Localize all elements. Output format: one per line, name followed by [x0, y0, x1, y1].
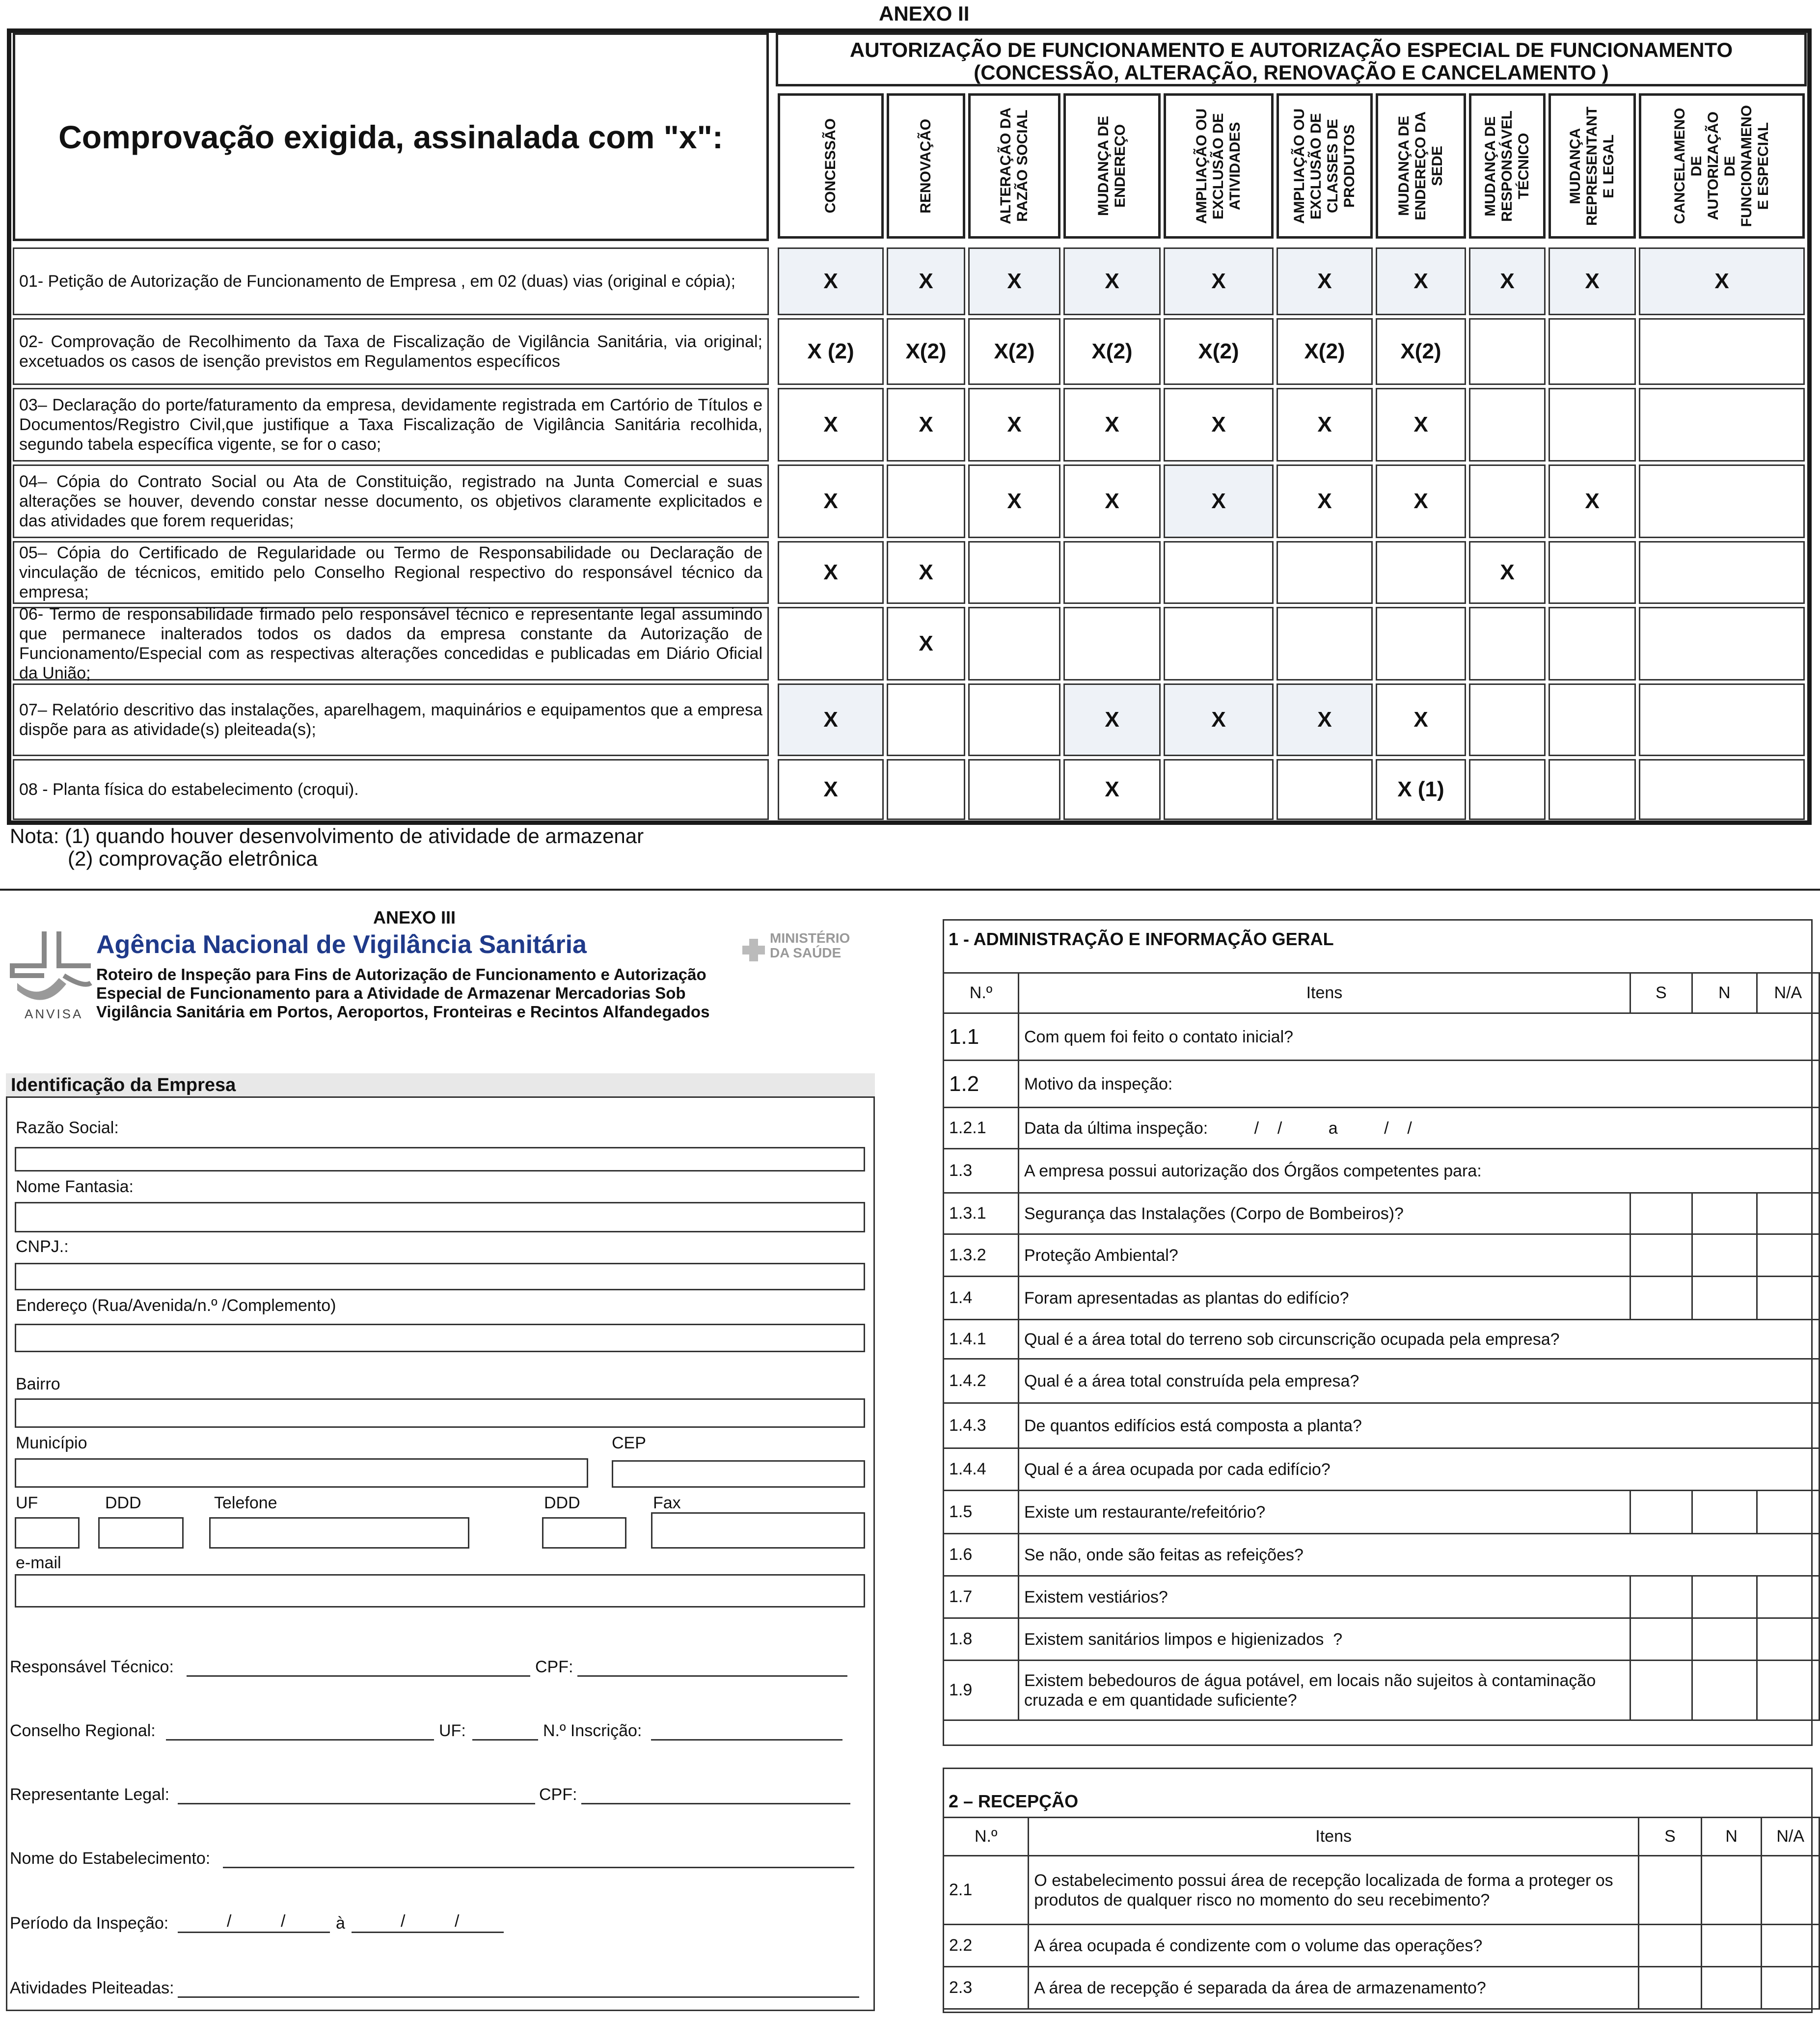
anexo2-row-7-col-10[interactable]	[1639, 683, 1805, 756]
anexo2-column-label-7: MUDANÇA DE ENDEREÇO DA SEDE	[1396, 111, 1445, 220]
sec1-header-itens: Itens	[1018, 973, 1630, 1013]
anexo2-row-7-col-9[interactable]	[1548, 683, 1636, 756]
identificacao-header: Identificação da Empresa	[6, 1073, 875, 1098]
estabelecimento-label: Nome do Estabelecimento:	[10, 1849, 211, 1868]
uf-label: UF	[16, 1494, 38, 1512]
anexo2-row-6-col-8[interactable]	[1469, 607, 1546, 681]
anexo2-row-2-col-6[interactable]: X(2)	[1277, 318, 1373, 385]
anexo2-column-4	[1063, 93, 1161, 239]
rep-legal-label: Representante Legal:	[10, 1785, 170, 1804]
sec1-row-number: 1.7	[944, 1576, 1019, 1618]
periodo-fim-line[interactable]: / /	[352, 1912, 504, 1933]
nome-fantasia-field[interactable]	[15, 1202, 865, 1232]
sec1-checkbox-s[interactable]	[1630, 1277, 1692, 1320]
table-row	[944, 1108, 1820, 1149]
anexo2-column-7	[1376, 93, 1466, 239]
sec1-checkbox-n[interactable]	[1692, 1576, 1757, 1618]
email-field[interactable]	[15, 1574, 865, 1608]
sec1-row-number: 1.6	[944, 1534, 1019, 1576]
sec1-row-number: 1.4	[944, 1277, 1019, 1320]
ministerio-cross-icon	[740, 937, 767, 963]
anexo2-row-4-col-7[interactable]: X	[1376, 464, 1466, 538]
anexo2-row-1-col-4[interactable]: X	[1063, 247, 1161, 315]
sec1-row-text: Se não, onde são feitas as refeições?	[1018, 1534, 1819, 1576]
resp-tecnico-line[interactable]	[187, 1656, 530, 1677]
anexo2-row-7-col-1[interactable]: X	[778, 683, 884, 756]
atividades-line[interactable]	[178, 1977, 859, 1998]
sec2-row-number: 2.2	[944, 1925, 1029, 1967]
sec2-header-itens: Itens	[1029, 1818, 1639, 1856]
anexo2-row-5-col-8[interactable]: X	[1469, 541, 1546, 604]
anexo2-row-8-col-5[interactable]	[1164, 759, 1274, 820]
sec2-row-text: A área de recepção é separada da área de armazenamento?	[1029, 1967, 1639, 2009]
sec1-checkbox-s[interactable]	[1630, 1234, 1692, 1277]
sec1-row-number: 1.9	[944, 1661, 1019, 1720]
section-divider	[0, 889, 1820, 891]
cpf-label-2: CPF:	[539, 1785, 577, 1804]
sec2-checkbox-na[interactable]	[1762, 1967, 1820, 2009]
anexo2-nota	[10, 825, 644, 870]
ddd-label-1: DDD	[105, 1494, 141, 1512]
sec1-checkbox-n[interactable]	[1692, 1277, 1757, 1320]
roteiro-line3: Vigilância Sanitária em Portos, Aeroportos, Fronteiras e Recintos Alfandegados	[96, 1003, 710, 1021]
anexo2-row-7-col-6[interactable]: X	[1277, 683, 1373, 756]
sec2-header-n: N	[1702, 1818, 1762, 1856]
sec2-checkbox-s[interactable]	[1639, 1925, 1702, 1967]
table-row	[944, 1576, 1820, 1618]
anexo2-row-8-col-4[interactable]: X	[1063, 759, 1161, 820]
resp-tecnico-label: Responsável Técnico:	[10, 1658, 174, 1676]
sec1-row-text: Qual é a área ocupada por cada edifício?	[1018, 1448, 1819, 1491]
sec2-title: 2 – RECEPÇÃO	[949, 1791, 1079, 1811]
sec1-checkbox-s[interactable]	[1630, 1193, 1692, 1234]
anexo3-title: ANEXO III	[373, 907, 456, 927]
anexo2-row-2-col-9[interactable]	[1548, 318, 1636, 385]
cpf-label-1: CPF:	[535, 1658, 573, 1676]
anexo2-column-label-9: MUDANÇA REPRESENTANT E LEGAL	[1567, 106, 1617, 226]
anexo2-headline-line1: AUTORIZAÇÃO DE FUNCIONAMENTO E AUTORIZAÇÃO ESPECIAL DE FUNCIONAMENTO	[849, 38, 1733, 61]
anexo2-row-8-text: 08 - Planta física do estabelecimento (croqui).	[13, 759, 769, 820]
sec2-header-na: N/A	[1762, 1818, 1820, 1856]
table-row	[944, 1618, 1820, 1661]
municipio-field[interactable]	[15, 1458, 588, 1488]
anexo2-row-4-col-2[interactable]	[887, 464, 965, 538]
anexo2-row-5-col-3[interactable]	[968, 541, 1060, 604]
anexo2-row-4-col-4[interactable]: X	[1063, 464, 1161, 538]
razao-social-label: Razão Social:	[16, 1118, 119, 1137]
sec1-title: 1 - ADMINISTRAÇÃO E INFORMAÇÃO GERAL	[949, 929, 1334, 949]
anexo2-row-8-col-2[interactable]	[887, 759, 965, 820]
sec1-row-text: Motivo da inspeção:	[1018, 1061, 1819, 1108]
telefone-label: Telefone	[214, 1494, 277, 1512]
anexo2-row-7-col-5[interactable]: X	[1164, 683, 1274, 756]
anexo2-row-4-col-8[interactable]	[1469, 464, 1546, 538]
anexo2-row-5-col-9[interactable]	[1548, 541, 1636, 604]
table-row	[944, 1193, 1820, 1234]
anexo2-column-1	[778, 93, 884, 239]
table-row	[944, 1359, 1820, 1403]
sec1-checkbox-na[interactable]	[1757, 1277, 1819, 1320]
sec1-checkbox-s[interactable]	[1630, 1576, 1692, 1618]
anexo2-row-4-col-6[interactable]: X	[1277, 464, 1373, 538]
sec2-checkbox-na[interactable]	[1762, 1856, 1820, 1925]
sec1-row-text: Existem vestiários?	[1018, 1576, 1630, 1618]
anexo2-row-5-col-10[interactable]	[1639, 541, 1805, 604]
sec1-checkbox-na[interactable]	[1757, 1234, 1819, 1277]
ddd-field-1[interactable]	[98, 1517, 184, 1549]
bairro-field[interactable]	[15, 1398, 865, 1428]
anexo2-row-4-col-10[interactable]	[1639, 464, 1805, 538]
sec1-checkbox-na[interactable]	[1757, 1576, 1819, 1618]
sec1-row-number: 1.4.2	[944, 1359, 1019, 1403]
anexo2-row-5-col-4[interactable]	[1063, 541, 1161, 604]
sec1-row-text: Qual é a área total do terreno sob circunscrição ocupada pela empresa?	[1018, 1320, 1819, 1359]
anexo2-row-4-col-1[interactable]: X	[778, 464, 884, 538]
anexo2-column-label-1: CONCESSÃO	[822, 118, 839, 214]
anexo2-row-2-col-1[interactable]: X (2)	[778, 318, 884, 385]
table-row	[944, 1661, 1820, 1720]
email-label: e-mail	[16, 1554, 61, 1572]
anexo2-row-6-col-7[interactable]	[1376, 607, 1466, 681]
sec2-checkbox-n[interactable]	[1702, 1967, 1762, 2009]
anexo2-row-4-text: 04– Cópia do Contrato Social ou Ata de Constituição, registrado na Junta Comercial e suas alterações se houver, devendo constar nesse documento, os objetivos claramente explicitados e das atividades que forem requeridas;	[13, 464, 769, 538]
anexo2-row-5-col-2[interactable]: X	[887, 541, 965, 604]
anexo2-column-label-2: RENOVAÇÃO	[918, 118, 934, 214]
cpf-line-1[interactable]	[577, 1656, 847, 1677]
anexo2-headline-line2: (CONCESSÃO, ALTERAÇÃO, RENOVAÇÃO E CANCELAMENTO )	[974, 61, 1609, 84]
telefone-field[interactable]	[209, 1517, 469, 1549]
sec1-row-number: 1.4.1	[944, 1320, 1019, 1359]
sec1-row-text: De quantos edifícios está composta a planta?	[1018, 1403, 1819, 1448]
table-row	[944, 1967, 1820, 2009]
sec1-row-number: 1.8	[944, 1618, 1019, 1661]
anexo2-row-3-col-2[interactable]: X	[887, 388, 965, 462]
anexo2-row-3-col-1[interactable]: X	[778, 388, 884, 462]
sec1-row-number: 1.4.3	[944, 1403, 1019, 1448]
anexo2-row-4-col-9[interactable]: X	[1548, 464, 1636, 538]
sec1-header-na: N/A	[1757, 973, 1819, 1013]
anexo2-row-7-col-3[interactable]	[968, 683, 1060, 756]
sec1-row-number: 1.2.1	[944, 1108, 1019, 1149]
sec1-checkbox-n[interactable]	[1692, 1618, 1757, 1661]
anexo2-row-6-col-3[interactable]	[968, 607, 1060, 681]
anexo2-row-8-col-3[interactable]	[968, 759, 1060, 820]
periodo-inicio-line[interactable]: / /	[178, 1912, 330, 1933]
sec1-checkbox-n[interactable]	[1692, 1661, 1757, 1720]
bairro-label: Bairro	[16, 1375, 60, 1393]
uf-line[interactable]	[472, 1719, 538, 1741]
sec1-row-text: Segurança das Instalações (Corpo de Bombeiros)?	[1018, 1193, 1630, 1234]
anexo2-row-8-col-7[interactable]: X (1)	[1376, 759, 1466, 820]
nota-line1: Nota: (1) quando houver desenvolvimento de atividade de armazenar	[10, 824, 644, 847]
table-row	[944, 1403, 1820, 1448]
anexo2-row-3-col-10[interactable]	[1639, 388, 1805, 462]
table-row	[944, 1234, 1820, 1277]
anexo2-row-7-col-7[interactable]: X	[1376, 683, 1466, 756]
anexo2-headline	[776, 32, 1807, 86]
anexo2-row-2-col-4[interactable]: X(2)	[1063, 318, 1161, 385]
anexo2-column-label-10: CANCELAMENO DE AUTORIZAÇÃO DE FUNCIONAMENO E ESPECIAL	[1672, 105, 1771, 227]
sec1-checkbox-n[interactable]	[1692, 1193, 1757, 1234]
fax-field[interactable]	[651, 1512, 865, 1549]
sec2-checkbox-na[interactable]	[1762, 1925, 1820, 1967]
ddd-label-2: DDD	[544, 1494, 580, 1512]
anexo2-row-3-col-5[interactable]: X	[1164, 388, 1274, 462]
anexo2-row-1-col-10[interactable]: X	[1639, 247, 1805, 315]
anvisa-logo-icon	[10, 929, 93, 1022]
anexo2-column-3	[968, 93, 1060, 239]
anexo2-column-8	[1469, 93, 1546, 239]
anexo2-title: ANEXO II	[879, 2, 970, 25]
sec1-row-text: Com quem foi feito o contato inicial?	[1018, 1013, 1819, 1061]
ddd-field-2[interactable]	[542, 1517, 626, 1549]
anexo2-row-8-col-10[interactable]	[1639, 759, 1805, 820]
anexo2-column-5	[1164, 93, 1274, 239]
anexo2-row-4-col-3[interactable]: X	[968, 464, 1060, 538]
nota-line2: (2) comprovação eletrônica	[68, 847, 318, 870]
sec1-row-text: Existem bebedouros de água potável, em locais não sujeitos à contaminação cruzada e em quantidade suficiente?	[1018, 1661, 1630, 1720]
anexo2-row-2-col-5[interactable]: X(2)	[1164, 318, 1274, 385]
anexo2-row-3-col-9[interactable]	[1548, 388, 1636, 462]
table-row	[944, 1856, 1820, 1925]
municipio-label: Município	[16, 1434, 87, 1452]
anexo2-row-7-col-4[interactable]: X	[1063, 683, 1161, 756]
anexo2-row-2-col-8[interactable]	[1469, 318, 1546, 385]
sec1-checkbox-s[interactable]	[1630, 1661, 1692, 1720]
conselho-line[interactable]	[166, 1719, 434, 1741]
uf-field[interactable]	[15, 1517, 80, 1549]
sec1-checkbox-n[interactable]	[1692, 1234, 1757, 1277]
anexo2-row-1-col-9[interactable]: X	[1548, 247, 1636, 315]
anexo2-row-3-text: 03– Declaração do porte/faturamento da empresa, devidamente registrada em Cartório de Títulos e Documentos/Registro Civil,que justifique a Taxa Fiscalização de Vigilância Sanitária recolhida, segundo tabela específica vigente, se for o caso;	[13, 388, 769, 462]
ministerio-line1: MINISTÉRIO	[770, 930, 850, 946]
anexo2-column-label-8: MUDANÇA DE RESPONSÁVEL TÉCNICO	[1482, 110, 1532, 222]
sec1-header-s: S	[1630, 973, 1692, 1013]
uf-label-2: UF:	[439, 1721, 466, 1740]
sec2-header-no: N.º	[944, 1818, 1029, 1856]
roteiro-line2: Especial de Funcionamento para a Atividade de Armazenar Mercadorias Sob	[96, 984, 686, 1002]
endereco-label: Endereço (Rua/Avenida/n.º /Complemento)	[16, 1296, 336, 1315]
rep-legal-line[interactable]	[178, 1783, 535, 1804]
periodo-label: Período da Inspeção:	[10, 1914, 169, 1933]
sec1-checkbox-na[interactable]	[1757, 1193, 1819, 1234]
sec2-checkbox-s[interactable]	[1639, 1856, 1702, 1925]
sec1-grid	[943, 972, 1820, 1721]
anexo2-row-1-text: 01- Petição de Autorização de Funcionamento de Empresa , em 02 (duas) vias (original e cópia);	[13, 247, 769, 315]
roteiro-text	[96, 965, 709, 1021]
table-row	[944, 1320, 1820, 1359]
ministerio-logo	[770, 931, 850, 960]
sec1-row-number: 1.5	[944, 1491, 1019, 1534]
roteiro-line1: Roteiro de Inspeção para Fins de Autorização de Funcionamento e Autorização	[96, 965, 706, 983]
anexo2-row-3-col-6[interactable]: X	[1277, 388, 1373, 462]
anexo2-row-1-col-6[interactable]: X	[1277, 247, 1373, 315]
sec1-header-n: N	[1692, 973, 1757, 1013]
sec2-row-text: A área ocupada é condizente com o volume das operações?	[1029, 1925, 1639, 1967]
anexo2-row-2-col-7[interactable]: X(2)	[1376, 318, 1466, 385]
anexo2-row-8-col-8[interactable]	[1469, 759, 1546, 820]
anexo2-row-6-col-5[interactable]	[1164, 607, 1274, 681]
atividades-label: Atividades Pleiteadas:	[10, 1979, 174, 1997]
table-row	[944, 1061, 1820, 1108]
sec2-row-number: 2.3	[944, 1967, 1029, 2009]
estabelecimento-line[interactable]	[223, 1847, 854, 1868]
anexo2-row-1-col-3[interactable]: X	[968, 247, 1060, 315]
anexo2-row-7-col-2[interactable]	[887, 683, 965, 756]
sec1-header-no: N.º	[944, 973, 1019, 1013]
anexo2-column-9	[1548, 93, 1636, 239]
cep-label: CEP	[612, 1434, 646, 1452]
anexo2-row-3-col-8[interactable]	[1469, 388, 1546, 462]
table-row	[944, 1149, 1820, 1193]
anexo2-column-label-4: MUDANÇA DE ENDEREÇO	[1095, 116, 1128, 216]
sec1-row-number: 1.4.4	[944, 1448, 1019, 1491]
anexo2-row-1-col-1[interactable]: X	[778, 247, 884, 315]
sec1-row-number: 1.3.2	[944, 1234, 1019, 1277]
anexo2-row-1-col-8[interactable]: X	[1469, 247, 1546, 315]
anvisa-wordmark: ANVISA	[25, 1007, 83, 1021]
anexo2-row-7-col-8[interactable]	[1469, 683, 1546, 756]
cnpj-label: CNPJ.:	[16, 1237, 69, 1256]
inscricao-label: N.º Inscrição:	[543, 1721, 642, 1740]
anexo2-row-6-col-10[interactable]	[1639, 607, 1805, 681]
anexo2-row-1-col-5[interactable]: X	[1164, 247, 1274, 315]
sec2-checkbox-n[interactable]	[1702, 1856, 1762, 1925]
sec1-checkbox-na[interactable]	[1757, 1491, 1819, 1534]
anexo2-row-6-col-6[interactable]	[1277, 607, 1373, 681]
sec2-header-s: S	[1639, 1818, 1702, 1856]
anexo2-row-2-text: 02- Comprovação de Recolhimento da Taxa de Fiscalização de Vigilância Sanitária, via original; excetuados os casos de isenção previstos em Regulamentos específicos	[13, 318, 769, 385]
anexo2-row-3-col-4[interactable]: X	[1063, 388, 1161, 462]
table-row	[944, 1448, 1820, 1491]
anexo2-row-6-text: 06- Termo de responsabilidade firmado pelo responsável técnico e representante legal assumindo que permanece inalterados todos os dados da empresa constante da Autorização de Funcionamento/Especial com as respectivas alterações concedidas e publicadas em Diário Oficial da União;	[13, 607, 769, 681]
anexo2-row-8-col-1[interactable]: X	[778, 759, 884, 820]
table-row	[944, 1277, 1820, 1320]
cep-field[interactable]	[612, 1460, 865, 1488]
razao-social-field[interactable]	[15, 1147, 865, 1172]
table-row	[944, 1491, 1820, 1534]
sec2-row-text: O estabelecimento possui área de recepção localizada de forma a proteger os produtos de qualquer risco no momento do seu recebimento?	[1029, 1856, 1639, 1925]
anexo2-row-1-col-2[interactable]: X	[887, 247, 965, 315]
sec1-row-number: 1.3	[944, 1149, 1019, 1193]
anexo2-row-6-col-9[interactable]	[1548, 607, 1636, 681]
sec1-row-number: 1.1	[944, 1013, 1019, 1061]
nome-fantasia-label: Nome Fantasia:	[16, 1177, 134, 1196]
sec1-checkbox-s[interactable]	[1630, 1618, 1692, 1661]
anexo2-row-6-col-4[interactable]	[1063, 607, 1161, 681]
sec1-checkbox-n[interactable]	[1692, 1491, 1757, 1534]
anexo2-column-2	[887, 93, 965, 239]
anexo2-column-6	[1277, 93, 1373, 239]
anexo2-column-label-6: AMPLIAÇÃO OU EXCLUSÃO DE CLASSES DE PRODUTOS	[1291, 108, 1358, 224]
cpf-line-2[interactable]	[581, 1783, 850, 1804]
sec2-checkbox-n[interactable]	[1702, 1925, 1762, 1967]
anexo2-column-label-5: AMPLIAÇÃO OU EXCLUSÃO DE ATIVIDADES	[1194, 108, 1243, 224]
anexo2-row-8-col-9[interactable]	[1548, 759, 1636, 820]
anexo2-row-6-col-1[interactable]	[778, 607, 884, 681]
anexo2-row-2-col-10[interactable]	[1639, 318, 1805, 385]
ministerio-line2: DA SAÚDE	[770, 945, 842, 960]
sec1-row-text: Existem sanitários limpos e higienizados ?	[1018, 1618, 1630, 1661]
table-row	[944, 1534, 1820, 1576]
anexo2-column-10	[1639, 93, 1805, 239]
sec1-row-text: Data da última inspeção: / / a / /	[1018, 1108, 1819, 1149]
sec1-row-text: A empresa possui autorização dos Órgãos competentes para:	[1018, 1149, 1819, 1193]
table-row	[944, 1013, 1820, 1061]
sec1-row-text: Qual é a área total construída pela empresa?	[1018, 1359, 1819, 1403]
sec1-checkbox-s[interactable]	[1630, 1491, 1692, 1534]
sec2-row-number: 2.1	[944, 1856, 1029, 1925]
inscricao-line[interactable]	[651, 1719, 842, 1741]
anexo2-row-8-col-6[interactable]	[1277, 759, 1373, 820]
anexo2-row-5-col-7[interactable]	[1376, 541, 1466, 604]
sec1-row-text: Existe um restaurante/refeitório?	[1018, 1491, 1630, 1534]
anexo2-column-label-3: ALTERAÇÃO DA RAZÃO SOCIAL	[998, 108, 1031, 224]
fax-label: Fax	[653, 1494, 681, 1512]
sec2-checkbox-s[interactable]	[1639, 1967, 1702, 2009]
cnpj-field[interactable]	[15, 1263, 865, 1290]
anexo2-row-2-col-3[interactable]: X(2)	[968, 318, 1060, 385]
conselho-label: Conselho Regional:	[10, 1721, 156, 1740]
anexo2-row-3-col-7[interactable]: X	[1376, 388, 1466, 462]
sec1-row-text: Foram apresentadas as plantas do edifício?	[1018, 1277, 1630, 1320]
sec1-row-number: 1.3.1	[944, 1193, 1019, 1234]
anexo2-row-5-col-6[interactable]	[1277, 541, 1373, 604]
sec2-grid	[943, 1817, 1820, 2010]
sec1-row-number: 1.2	[944, 1061, 1019, 1108]
sec1-checkbox-na[interactable]	[1757, 1618, 1819, 1661]
anexo2-row-1-col-7[interactable]: X	[1376, 247, 1466, 315]
anexo2-row-4-col-5[interactable]: X	[1164, 464, 1274, 538]
sec1-checkbox-na[interactable]	[1757, 1661, 1819, 1720]
endereco-field[interactable]	[15, 1324, 865, 1352]
anexo2-left-header: Comprovação exigida, assinalada com "x":	[13, 32, 769, 241]
anexo2-row-5-text: 05– Cópia do Certificado de Regularidade ou Termo de Responsabilidade ou Declaração de vinculação de técnicos, emitido pelo Conselho Regional respectivo do responsável técnico da empresa;	[13, 541, 769, 604]
anexo2-row-5-col-5[interactable]	[1164, 541, 1274, 604]
sec1-row-text: Proteção Ambiental?	[1018, 1234, 1630, 1277]
anexo2-row-6-col-2[interactable]: X	[887, 607, 965, 681]
periodo-a-label: à	[336, 1914, 345, 1933]
anexo2-row-3-col-3[interactable]: X	[968, 388, 1060, 462]
anexo2-row-7-text: 07– Relatório descritivo das instalações, aparelhagem, maquinários e equipamentos que a empresa dispõe para as atividade(s) pleiteada(s);	[13, 683, 769, 756]
table-row	[944, 1925, 1820, 1967]
anexo2-row-2-col-2[interactable]: X(2)	[887, 318, 965, 385]
agency-name: Agência Nacional de Vigilância Sanitária	[96, 930, 587, 959]
anexo2-row-5-col-1[interactable]: X	[778, 541, 884, 604]
